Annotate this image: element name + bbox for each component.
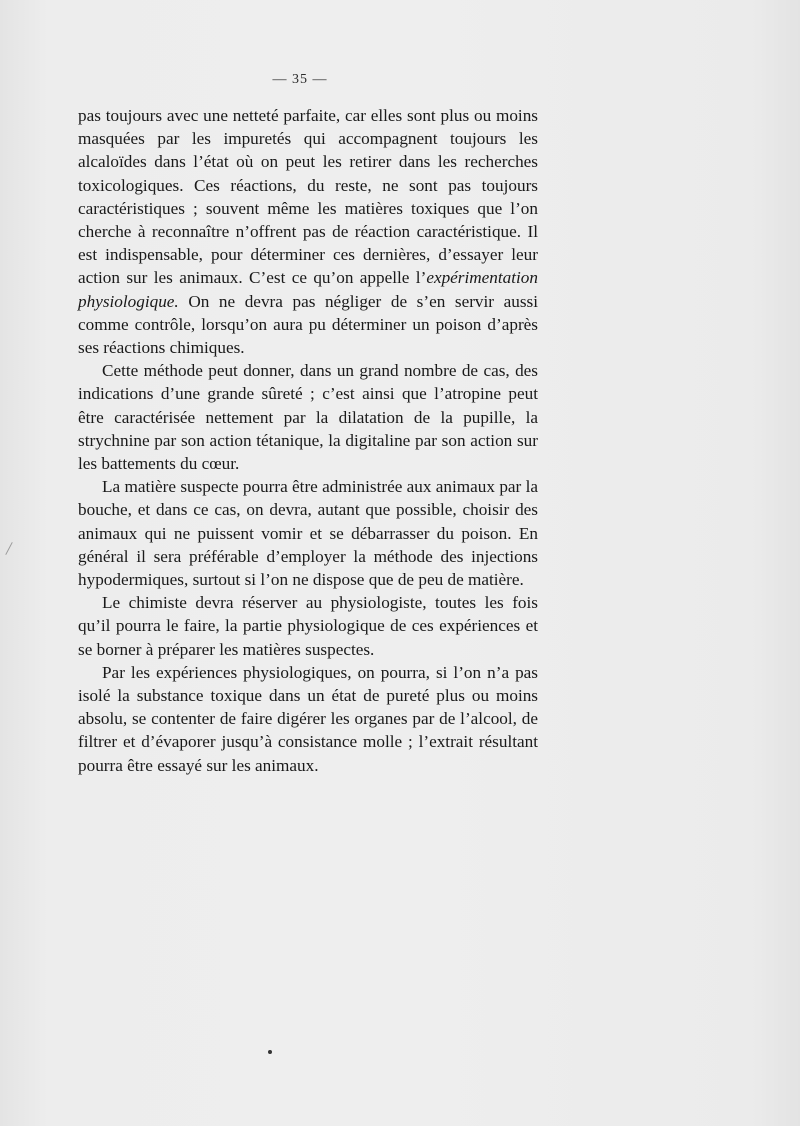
paragraph-1-text: pas toujours avec une netteté parfaite, car elles sont plus ou moins masquées par les impuretés qui accompagnent toujours les alcaloïdes dans l’état où on peut les retirer dans les recherches toxicologiques. Ces réactions, du reste, ne sont pas toujours caractéristiques ; souvent même les matières toxiques que l’on cherche à reconnaître n’offrent pas de réaction caractéristique. Il est indispensable, pour déterminer ces dernières, d’essayer leur action sur les animaux. C’est ce qu’on appelle l’ bbox=[78, 106, 538, 288]
paragraph-1-text-end: On ne devra pas négliger de s’en servir aussi comme contrôle, lorsqu’on aura pu déterminer un poison d’après ses réactions chimiques. bbox=[78, 291, 538, 358]
margin-pencil-mark bbox=[5, 542, 12, 555]
ink-speck bbox=[268, 1050, 272, 1054]
page-body bbox=[78, 104, 538, 777]
paragraph-1 bbox=[78, 104, 538, 359]
paragraph-5: Par les expériences physiologiques, on pourra, si l’on n’a pas isolé la substance toxique dans un état de pureté plus ou moins absolu, se contenter de faire digérer les organes par de l’alcool, de filtrer et d’évaporer jusqu’à consistance molle ; l’extrait résultant pourra être essayé sur les animaux. bbox=[78, 662, 538, 775]
paragraph-1-italic-term: expérimentation physiologique. bbox=[78, 268, 538, 311]
page-number: — 35 — bbox=[272, 72, 328, 87]
paragraph-3: La matière suspecte pourra être administrée aux animaux par la bouche, et dans ce cas, on devra, autant que possible, choisir des animaux qui ne puissent vomir et se débarrasser du poison. En général il sera préférable d’employer la méthode des injections hypodermiques, surtout si l’on ne dispose que de peu de matière. bbox=[78, 477, 538, 590]
paragraph-2: Cette méthode peut donner, dans un grand nombre de cas, des indications d’une grande sûreté ; c’est ainsi que l’atropine peut être caractérisée nettement par la dilatation de la pupille, la strychnine par son action tétanique, la digitaline par son action sur les battements du cœur. bbox=[78, 361, 538, 474]
paragraph-4: Le chimiste devra réserver au physiologiste, toutes les fois qu’il pourra le faire, la partie physiologique de ces expériences et se borner à préparer les matières suspectes. bbox=[78, 593, 538, 659]
